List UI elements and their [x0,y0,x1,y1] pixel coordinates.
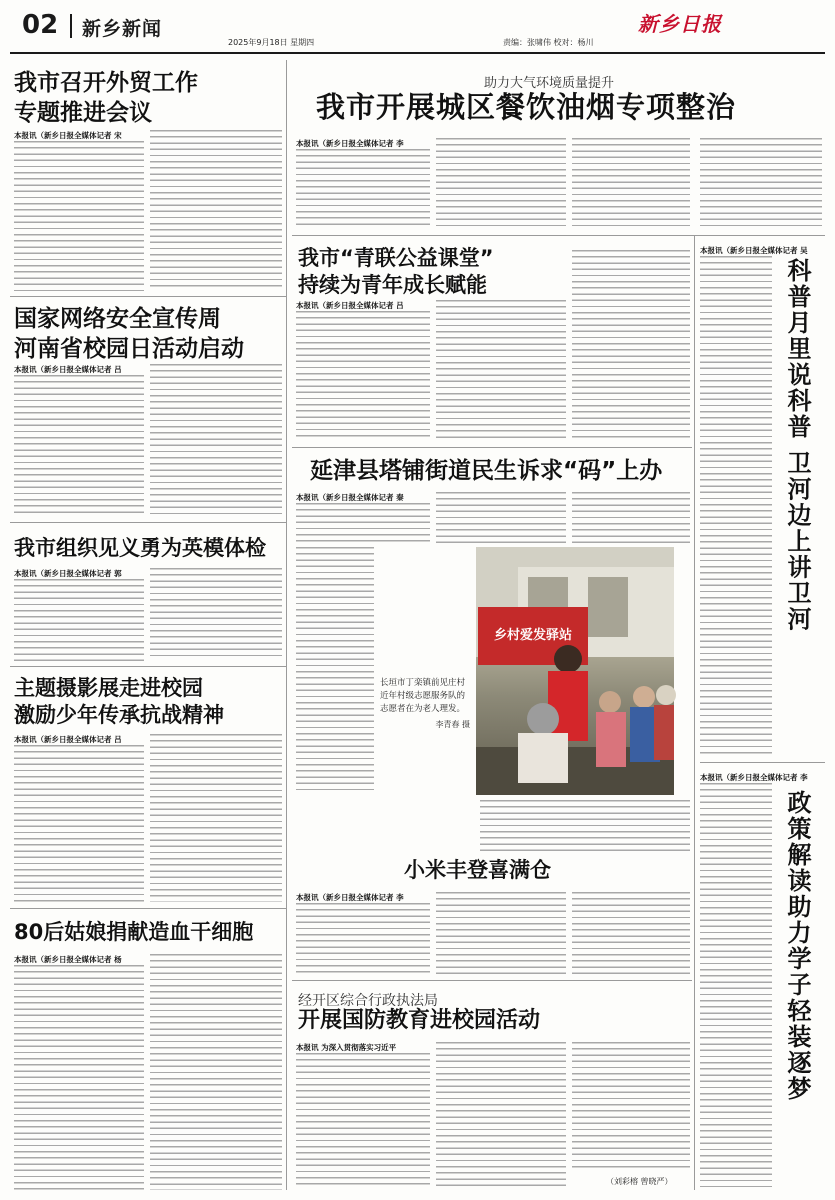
editor-credits: 责编：张啸伟 校对：杨川 [503,38,594,47]
article-body-text [436,300,566,441]
article-youth-class [298,246,494,298]
article-body-text [14,745,144,902]
issue-date: 2025年9月18日 星期四 [228,38,315,47]
headline: 小米丰登喜满仓 [404,858,551,882]
article-body-text [14,965,144,1190]
article-body-text [150,734,282,902]
article-body-text [436,492,566,543]
section-title: 新乡新闻 [82,18,163,40]
headline: 我市召开外贸工作 [14,70,198,96]
section-rule [292,235,825,236]
article-lead: 本报讯（新乡日报全媒体记者 吴 [700,246,808,255]
headline: 国家网络安全宣传周 [14,306,221,332]
headline: 80后姑娘捐献造血干细胞 [14,920,254,944]
section-rule [10,522,286,523]
kicker: 经开区综合行政执法局 [298,993,438,1009]
page-number: 02 [22,10,59,40]
masthead-rule [10,52,825,54]
article-lead: 本报讯（新乡日报全媒体记者 宋 [14,131,122,140]
article-lead: 本报讯 为深入贯彻落实习近平 [296,1043,397,1052]
article-body-text [14,579,144,661]
headline: 我市“青联公益课堂” [298,246,494,270]
article-lead: 本报讯（新乡日报全媒体记者 杨 [14,955,122,964]
vertical-headline: 政策解读助力学子轻装逐梦 [783,790,811,1102]
article-body-text [150,954,282,1190]
article-body-text [14,141,144,291]
article-body-text [480,800,690,852]
article-body-text [700,256,772,756]
article-body-text [150,130,282,291]
paper-logo: 新乡日报 [638,12,722,36]
article-lead: 本报讯（新乡日报全媒体记者 吕 [14,365,122,374]
section-rule [292,447,692,448]
headline: 持续为青年成长赋能 [298,273,487,298]
article-cyber-security [14,306,244,363]
headline: 延津县塔铺街道民生诉求“码”上办 [310,458,663,484]
article-credit: （刘彩榕 曾晓严） [606,1177,673,1186]
article-lead: 本报讯（新乡日报全媒体记者 吕 [296,301,404,310]
article-body-text [296,1053,430,1188]
article-body-text [436,138,566,229]
article-photo-exhibit [14,676,224,728]
article-body-text [700,783,772,1187]
caption-text: 长垣市丁栾镇前见庄村近年村级志愿服务队的志愿者在为老人理发。 [380,678,466,714]
headline: 我市组织见义勇为英模体检 [14,536,266,560]
article-lead: 本报讯（新乡日报全媒体记者 秦 [296,493,404,502]
kicker: 助力大气环境质量提升 [484,76,615,91]
headline: 激励少年传承抗战精神 [14,703,224,728]
section-rule [292,980,692,981]
column-rule-right [694,235,695,1190]
article-body-text [296,311,430,441]
section-rule [700,762,825,763]
masthead-divider [70,14,72,38]
article-body-text [572,250,690,441]
article-body-text [150,364,282,515]
article-body-text [296,503,430,543]
article-foreign-trade [14,70,198,127]
photo-sign-text: 乡村爱发驿站 [493,628,573,643]
article-lead: 本报讯（新乡日报全媒体记者 李 [700,773,808,782]
vertical-headline: 科普月里说科普 卫河边上讲卫河 [783,258,811,633]
article-body-text [436,1042,566,1188]
section-rule [10,908,286,909]
headline: 开展国防教育进校园活动 [298,1008,541,1033]
article-body-text [572,138,690,229]
photo-credit: 李青春 摄 [435,720,470,730]
article-lead: 本报讯（新乡日报全媒体记者 郭 [14,569,122,578]
headline: 我市开展城区餐饮油烟专项整治 [316,90,737,124]
article-lead: 本报讯（新乡日报全媒体记者 吕 [14,735,122,744]
article-body-text [700,138,822,229]
article-body-text [296,149,430,229]
article-body-text [14,375,144,515]
photo-caption [378,547,476,795]
article-body-text [572,492,690,543]
section-rule [10,296,286,297]
article-body-text [436,892,566,975]
article-lead: 本报讯（新乡日报全媒体记者 李 [296,139,404,148]
article-body-text [296,547,374,795]
article-lead: 本报讯（新乡日报全媒体记者 李 [296,893,404,902]
article-body-text [150,568,282,661]
headline: 主题摄影展走进校园 [14,676,203,700]
headline: 河南省校园日活动启动 [14,335,244,362]
headline: 专题推进会议 [14,99,152,126]
column-rule-left [286,60,287,1190]
article-body-text [572,1042,690,1170]
article-body-text [296,903,430,975]
section-rule [10,666,286,667]
article-body-text [572,892,690,975]
